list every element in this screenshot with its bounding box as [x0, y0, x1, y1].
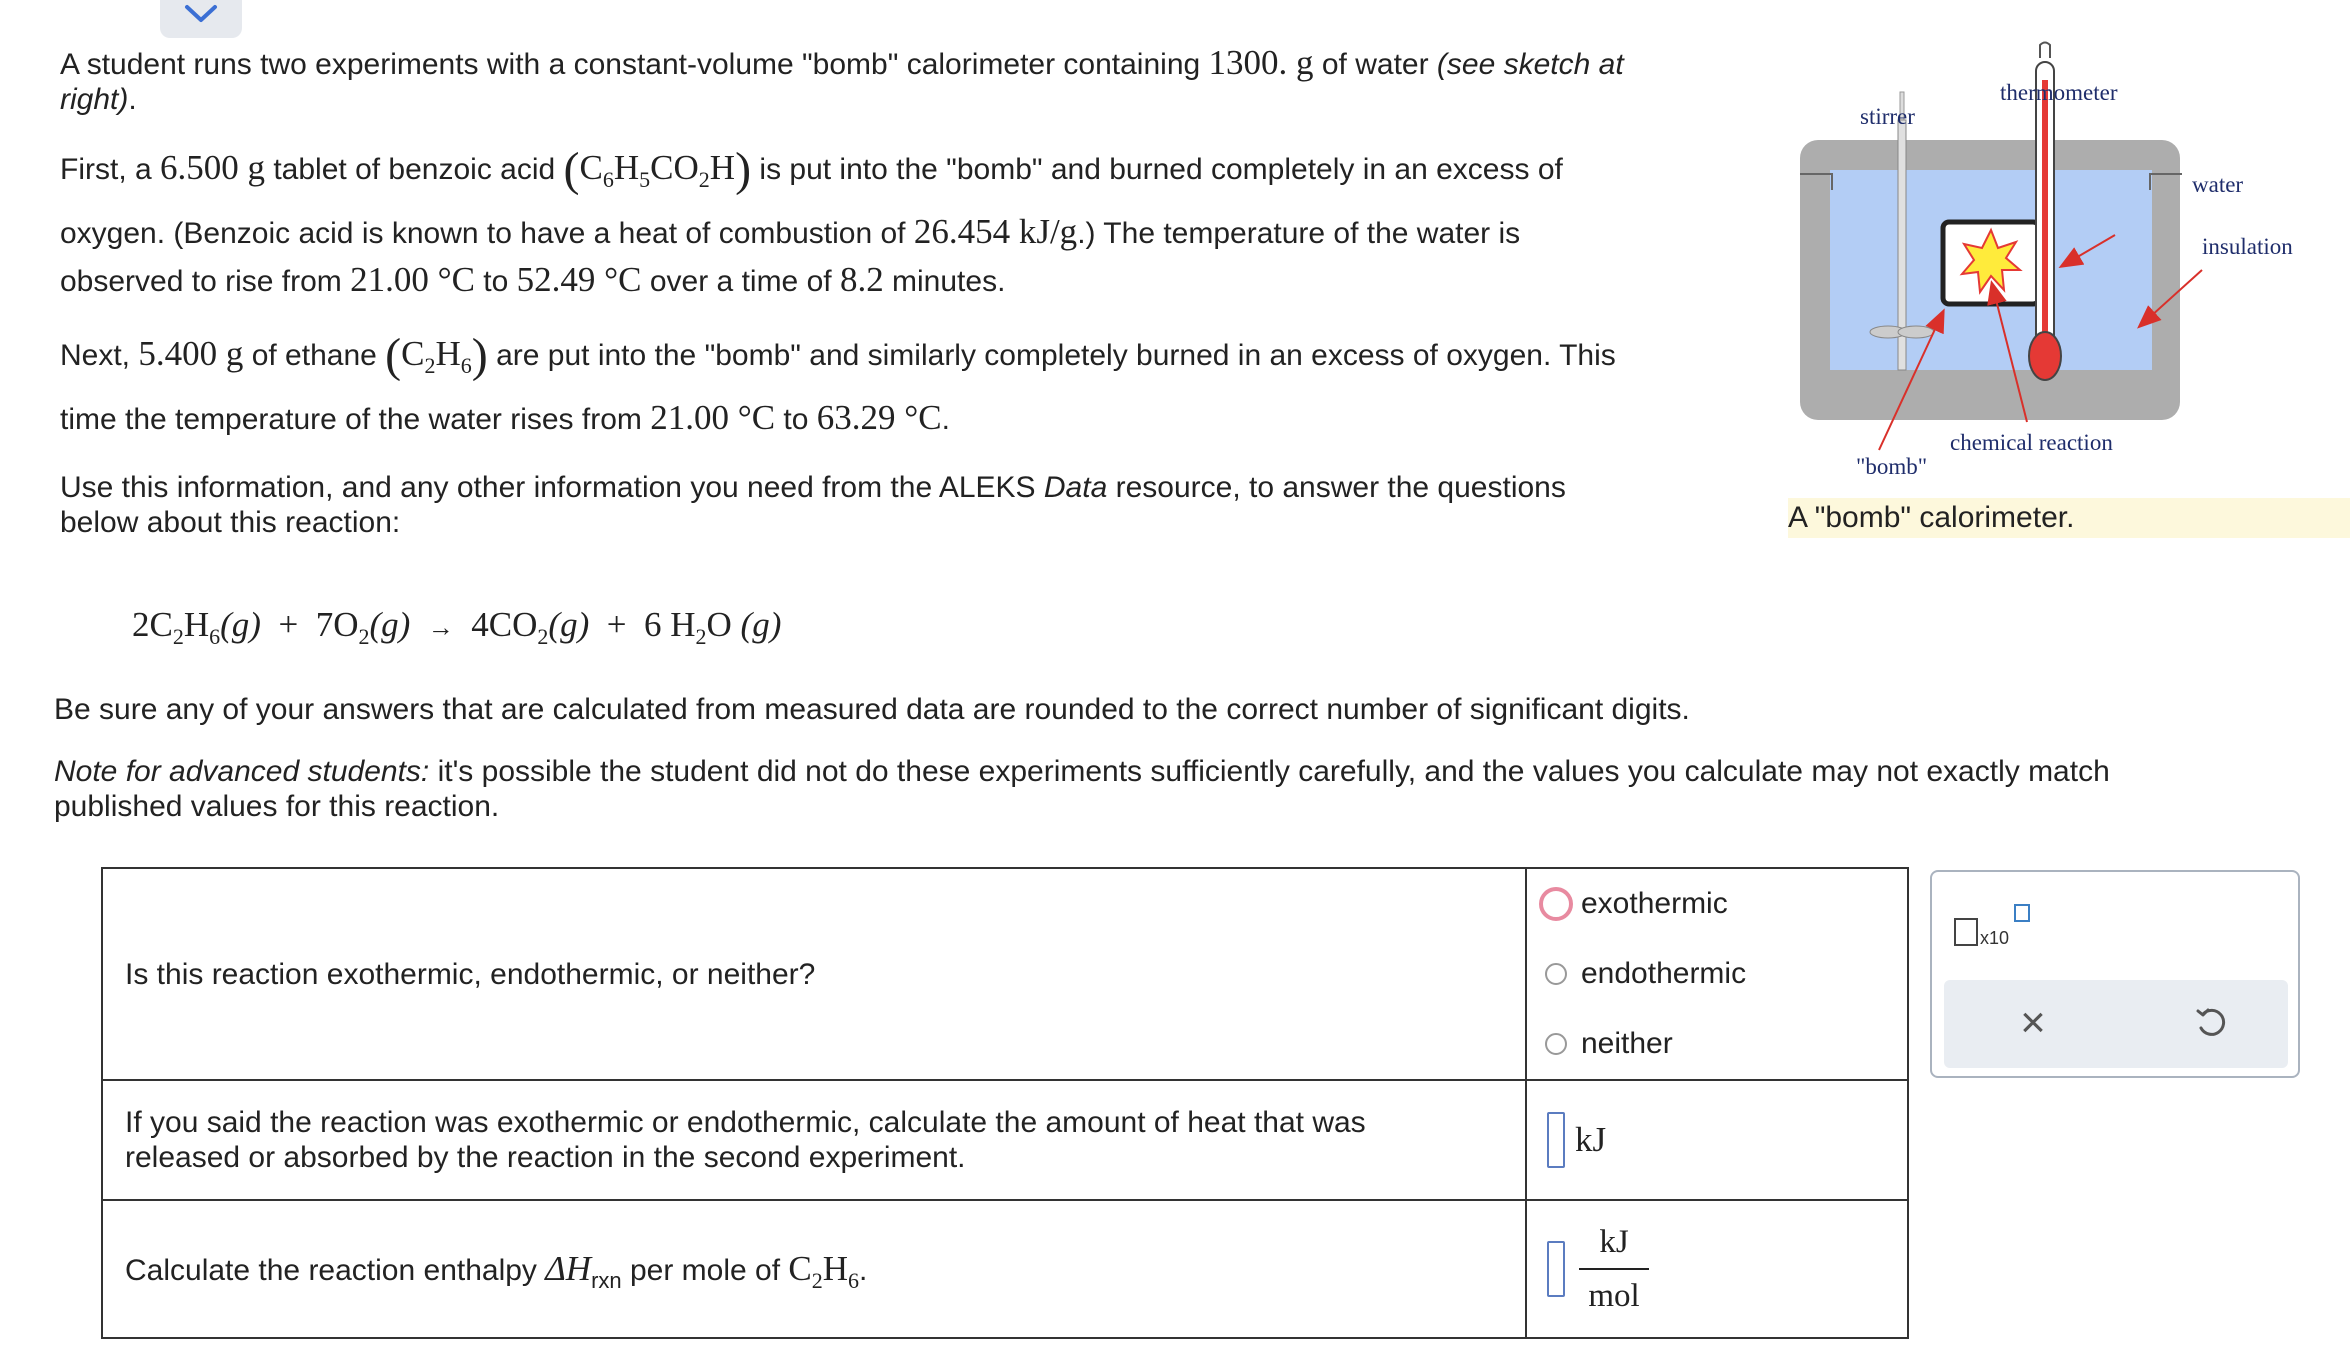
advanced-note-label: Note for advanced students:	[54, 755, 430, 788]
diagram-caption: A "bomb" calorimeter.	[1788, 501, 2075, 534]
scientific-notation-button[interactable]	[1954, 902, 2034, 952]
phase-3: (g)	[548, 605, 590, 644]
exp2-final-temp: 63.29 °C	[816, 398, 942, 437]
option-neither-label: neither	[1581, 1027, 1673, 1060]
advanced-note	[54, 754, 2334, 824]
close-icon: ×	[2020, 998, 2046, 1047]
q3-species-a: C	[788, 1248, 812, 1288]
exp1-text-3: is put into the "bomb" and burned completely in an excess of	[751, 153, 1563, 186]
exp1-text-5: .) The temperature of the water is	[1077, 217, 1521, 250]
exp2-text-5: to	[775, 403, 817, 436]
question-2-cell	[102, 1080, 1526, 1200]
coef-2: 7	[315, 605, 334, 644]
heat-unit: kJ	[1575, 1120, 1607, 1159]
heat-answer-input[interactable]	[1547, 1112, 1565, 1168]
coef-3: 4	[471, 605, 489, 644]
option-endothermic[interactable]	[1527, 939, 1907, 1009]
species-1-sub-1: 2	[172, 624, 184, 649]
question-3-text-2: per mole of	[621, 1253, 789, 1287]
x10-label: x10	[1980, 928, 2010, 948]
exp2-text-1: Next,	[60, 339, 139, 372]
answer-tools-panel	[1930, 870, 2300, 1078]
radio-exothermic[interactable]	[1539, 887, 1573, 921]
coef-1: 2	[132, 605, 150, 644]
see-sketch-text-2: right)	[60, 83, 129, 116]
ethane-mass: 5.400 g	[138, 334, 244, 373]
intro-text-2: of water	[1313, 48, 1437, 81]
exp2-text-4: time the temperature of the water rises from	[60, 403, 651, 436]
chemical-equation	[132, 600, 781, 653]
delta-h-symbol: ΔH	[545, 1248, 592, 1288]
option-exothermic-label: exothermic	[1581, 887, 1728, 920]
bomb-label: "bomb"	[1856, 454, 1928, 479]
rxn-subscript: rxn	[591, 1267, 622, 1293]
insulation-label: insulation	[2202, 234, 2293, 259]
chevron-down-icon	[183, 3, 219, 25]
species-2-sub: 2	[358, 624, 370, 649]
use-info-text-3: below about this reaction:	[60, 506, 401, 539]
exp1-text-1: First, a	[60, 153, 161, 186]
intro-text: A student runs two experiments with a constant-volume "bomb" calorimeter containing	[60, 48, 1209, 81]
use-info-text-2: resource, to answer the questions	[1107, 471, 1566, 504]
species-3: CO	[488, 605, 538, 644]
question-row-1	[102, 868, 1908, 1080]
enthalpy-answer-input[interactable]	[1547, 1241, 1565, 1297]
exp1-final-temp: 52.49 °C	[516, 260, 642, 299]
q3-species-b: H	[822, 1248, 849, 1288]
experiment-1-line-1	[60, 143, 1780, 196]
exponent-box-icon	[2014, 904, 2030, 922]
use-info-paragraph	[60, 470, 1780, 540]
question-1-cell	[102, 868, 1526, 1080]
plus-2: +	[606, 605, 627, 644]
clear-button[interactable]	[2008, 998, 2058, 1048]
thermometer-label: thermometer	[2000, 80, 2118, 105]
benzoic-formula: $(C_6H_5CO_2H)$	[563, 143, 752, 196]
see-sketch-text: (see sketch at	[1436, 48, 1624, 81]
question-row-2	[102, 1080, 1908, 1200]
question-2-text-1: If you said the reaction was exothermic or endothermic, calculate the amount of heat that was	[125, 1106, 1366, 1139]
thermometer-bulb	[2029, 332, 2061, 380]
experiment-2-line-1	[60, 329, 1780, 382]
phase-2: (g)	[369, 605, 411, 644]
species-1-sub-2: 6	[209, 624, 221, 649]
experiment-1-line-2	[60, 214, 1780, 251]
q3-species-sub-2: 6	[848, 1267, 860, 1293]
heat-of-combustion: 26.454 kJ/g	[913, 212, 1078, 251]
exp1-text-8: over a time of	[641, 265, 840, 298]
question-row-3	[102, 1200, 1908, 1338]
radio-endothermic[interactable]	[1545, 963, 1567, 985]
exp2-text-2: of ethane	[243, 339, 386, 372]
coef-4: 6	[643, 605, 662, 644]
exp2-text-6: .	[941, 403, 950, 436]
question-3-text-1: Calculate the reaction enthalpy	[125, 1253, 546, 1287]
question-3-cell	[102, 1200, 1526, 1338]
radio-neither[interactable]	[1545, 1033, 1567, 1055]
water-mass: 1300. g	[1208, 43, 1314, 82]
species-4a: H	[670, 605, 696, 644]
exp1-initial-temp: 21.00 °C	[350, 260, 475, 299]
tool-actions-bar	[1944, 980, 2288, 1068]
species-1a: C	[149, 605, 173, 644]
q3-species-sub-1: 2	[811, 1267, 823, 1293]
experiment-1-line-3	[60, 262, 1780, 299]
advanced-note-text-2: published values for this reaction.	[54, 790, 500, 823]
question-table	[101, 867, 1909, 1339]
species-2: O	[333, 605, 359, 644]
sigfigs-note: Be sure any of your answers that are calculated from measured data are rounded to the correct number of significant digits.	[54, 693, 1690, 726]
question-2-text-2: released or absorbed by the reaction in the second experiment.	[125, 1141, 966, 1174]
enthalpy-unit-denominator: mol	[1588, 1278, 1640, 1314]
collapse-toggle-button[interactable]	[160, 0, 242, 38]
option-endothermic-label: endothermic	[1581, 957, 1747, 990]
question-2-answer-cell	[1526, 1080, 1908, 1200]
question-3-answer-cell	[1526, 1200, 1908, 1338]
phase-1: (g)	[220, 605, 261, 644]
species-1b: H	[183, 605, 210, 644]
data-resource-link: Data	[1043, 471, 1108, 504]
question-1-answer-cell	[1526, 868, 1908, 1080]
phase-4: (g)	[740, 605, 782, 644]
undo-button[interactable]	[2186, 998, 2236, 1048]
water-label: water	[2192, 172, 2244, 197]
experiment-2-line-2	[60, 400, 1780, 437]
stirrer-label: stirrer	[1860, 104, 1915, 129]
undo-icon	[2194, 1006, 2228, 1040]
option-exothermic[interactable]	[1527, 869, 1907, 939]
exp1-text-4: oxygen. (Benzoic acid is known to have a heat of combustion of	[60, 217, 914, 250]
species-4-sub: 2	[695, 624, 707, 649]
chemical-reaction-label: chemical reaction	[1950, 430, 2113, 455]
plus-1: +	[278, 605, 299, 644]
option-neither[interactable]	[1527, 1009, 1907, 1079]
exp1-time: 8.2	[839, 260, 884, 299]
exp1-text-7: to	[474, 265, 517, 298]
ethane-formula: $(C_2H_6)$	[385, 329, 488, 382]
enthalpy-unit-numerator: kJ	[1599, 1224, 1629, 1260]
reaction-arrow-symbol: →	[427, 613, 454, 642]
enthalpy-unit-fraction	[1579, 1222, 1649, 1316]
intro-paragraph	[60, 45, 1780, 117]
exp1-text-6: observed to rise from	[60, 265, 351, 298]
benzoic-mass: 6.500 g	[160, 148, 266, 187]
advanced-note-text: it's possible the student did not do these experiments sufficiently carefully, and the values you calculate may not exactly match	[429, 755, 2110, 788]
exp2-text-3: are put into the "bomb" and similarly completely burned in an excess of oxygen. This	[487, 339, 1616, 372]
species-3-sub: 2	[537, 624, 549, 649]
exp2-initial-temp: 21.00 °C	[650, 398, 776, 437]
exp1-text-9: minutes.	[883, 265, 1006, 298]
use-info-text-1: Use this information, and any other information you need from the ALEKS	[60, 471, 1044, 504]
exp1-text-2: tablet of benzoic acid	[265, 153, 564, 186]
species-4b: O	[706, 605, 732, 644]
q3-period: .	[859, 1253, 868, 1287]
question-1-text: Is this reaction exothermic, endothermic, or neither?	[125, 957, 816, 991]
intro-period: .	[128, 83, 137, 116]
